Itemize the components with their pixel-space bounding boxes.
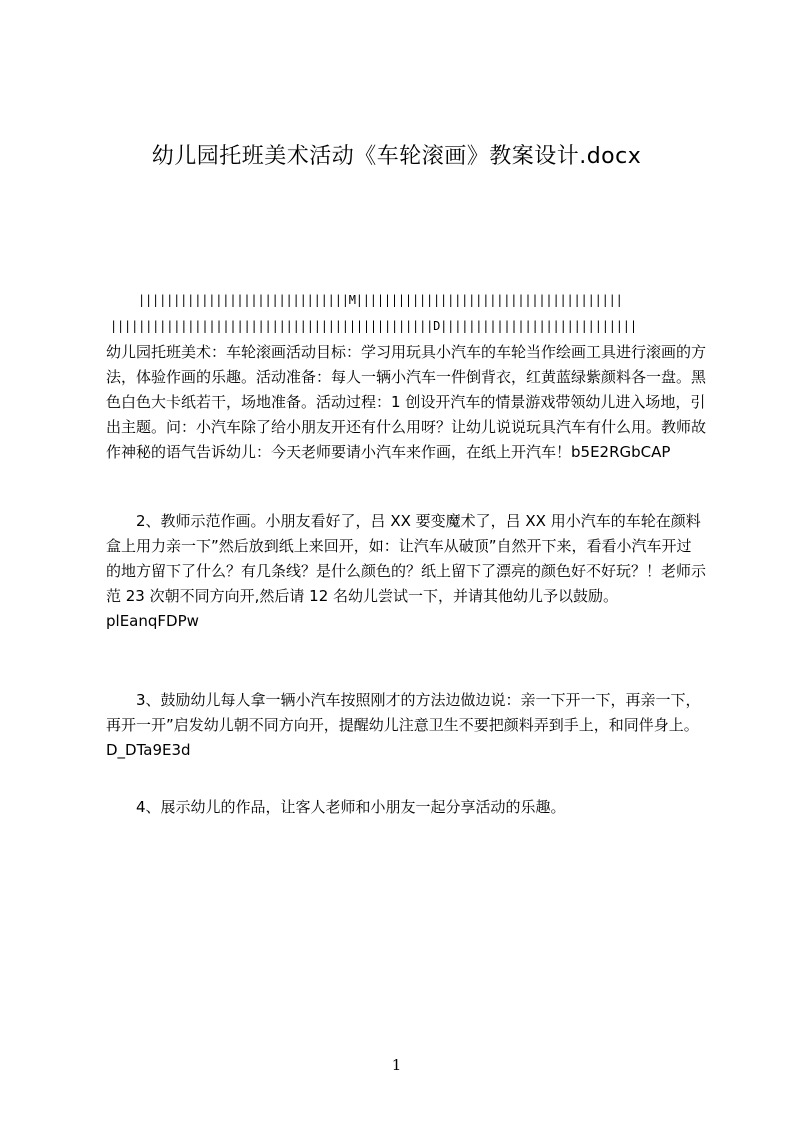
document-title: 幼儿园托班美术活动《车轮滚画》教案设计.docx: [151, 144, 642, 169]
paragraph-show-works: 4、展示幼儿的作品，让客人老师和小朋友一起分享活动的乐趣。: [136, 798, 566, 816]
paragraph-activity-plan: 幼儿园托班美术：车轮滚画活动目标：学习用玩具小汽车的车轮当作绘画工具进行滚画的方法，体验作画的乐趣。活动准备：每人一辆小汽车一件倒背衣，红黄蓝绿紫颜料各一盘。黑色白色大卡纸若干，场地准备。活动过程：1 创设开汽车的情景游戏带领幼儿进入场地，引出主题。问：小汽车除了给小朋友开还有什么用呀？让幼儿说说玩具汽车有什么用。教师故作神秘的语气告诉幼儿：今天老师要请小汽车来作画，在纸上开汽车！b5E2RGbCAP: [106, 343, 707, 461]
page-number: 1: [391, 1056, 402, 1074]
paragraph-teacher-demo: 2、教师示范作画。小朋友看好了，吕 XX 要变魔术了，吕 XX 用小汽车的车轮在颜料盒上用力亲一下”然后放到纸上来回开，如：让汽车从破顶”自然开下来，看看小汽车开过的地方留下了什么？有几条线？是什么颜色的？纸上留下了漂亮的颜色好不好玩？！老师示范 23 次朝不同方向开,然后请 12 名幼儿尝试一下，并请其他幼儿予以鼓励。plEanqFDPw: [106, 512, 707, 630]
barcode-text-line-2: ||||||||||||||||||||||||||||||||||||||||||||||D||||||||||||||||||||||||||||: [110, 319, 637, 333]
paragraph-encourage-children: 3、鼓励幼儿每人拿一辆小汽车按照刚才的方法边做边说：亲一下开一下，再亲一下，再开一开”启发幼儿朝不同方向开，提醒幼儿注意卫生不要把颜料弄到手上，和同伴身上。D_DTa9E3d: [106, 691, 701, 759]
barcode-text-line-1: ||||||||||||||||||||||||||||||M||||||||||||||||||||||||||||||||||||||: [138, 293, 623, 307]
